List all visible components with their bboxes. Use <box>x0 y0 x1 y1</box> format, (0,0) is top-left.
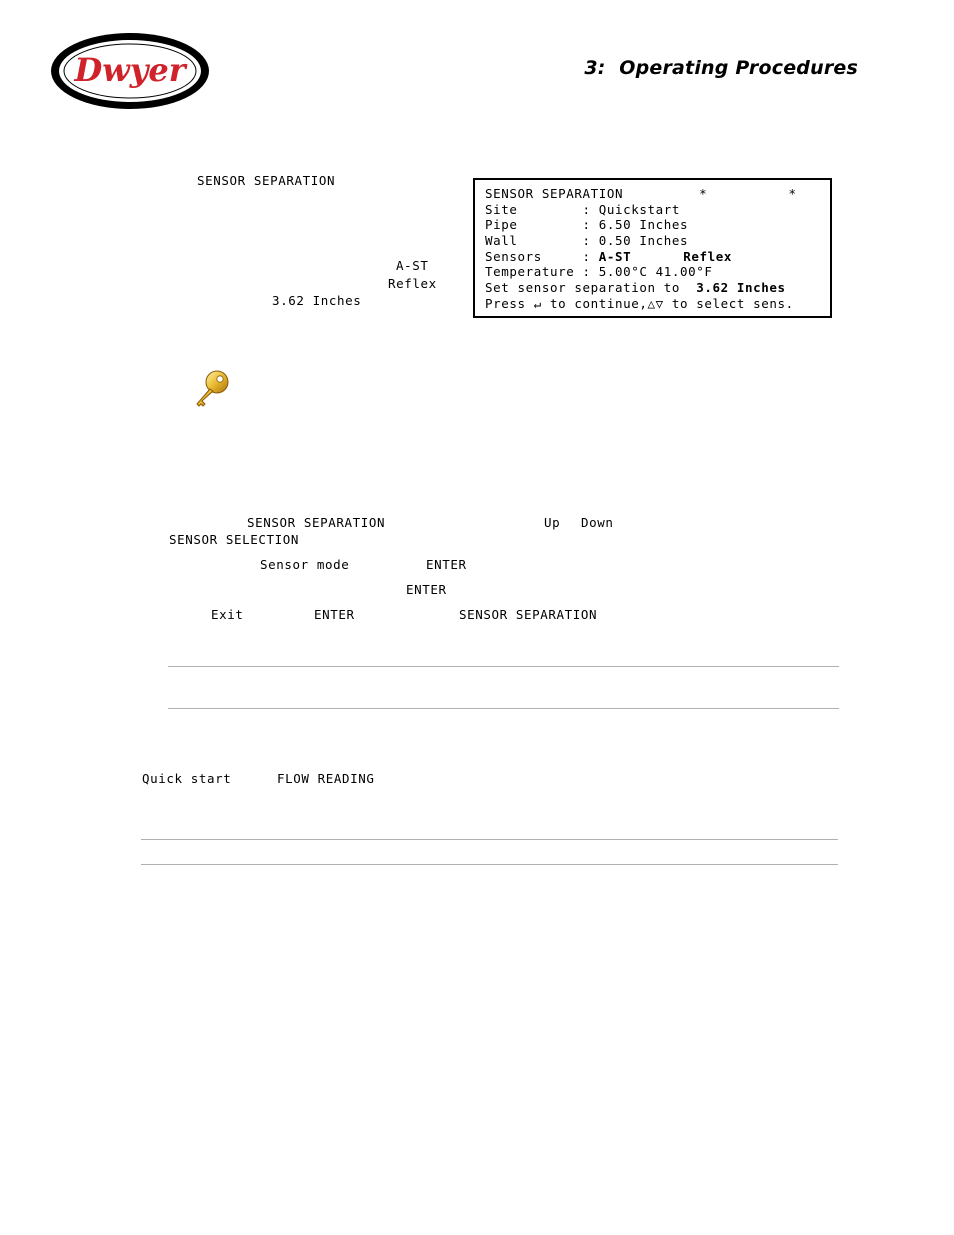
logo-text: Dwyer <box>74 51 186 89</box>
step-sensor-mode: Sensor mode <box>260 557 350 572</box>
chapter-title: 3: Operating Procedures <box>584 57 858 79</box>
quick-start-label: Quick start <box>142 771 232 786</box>
key-icon <box>190 368 234 412</box>
lcd-marks: * * <box>699 186 797 201</box>
sensor-b-label: Reflex <box>388 276 437 291</box>
step-sensor-selection: SENSOR SELECTION <box>169 532 300 547</box>
flow-reading-label: FLOW READING <box>277 771 375 786</box>
step-exit: Exit <box>211 607 244 622</box>
step-down: Down <box>581 515 614 530</box>
lcd-sensor-b: Reflex <box>683 248 733 264</box>
enter-key-icon: ↵ <box>533 295 542 311</box>
step-sensor-separation-2: SENSOR SEPARATION <box>459 607 598 622</box>
lcd-site-value: Quickstart <box>598 201 681 217</box>
lcd-pipe-value: 6.50 Inches <box>598 217 689 233</box>
divider <box>141 839 838 840</box>
lcd-line-wall: Wall : 0.50 Inches <box>485 233 689 249</box>
lcd-title: SENSOR SEPARATION <box>485 186 624 201</box>
lcd-line-temperature: Temperature : 5.00°C 41.00°F <box>485 264 713 280</box>
step-sensor-separation: SENSOR SEPARATION <box>247 515 386 530</box>
step-enter-1: ENTER <box>426 557 467 572</box>
divider <box>168 666 839 667</box>
step-enter-3: ENTER <box>314 607 355 622</box>
lcd-line-press: Press ↵ to continue,△▽ to select sens. <box>485 295 794 311</box>
lcd-temp-value: 5.00°C 41.00°F <box>598 264 713 280</box>
sensor-separation-label: SENSOR SEPARATION <box>197 173 336 188</box>
step-enter-2: ENTER <box>406 582 447 597</box>
step-up: Up <box>544 515 561 530</box>
lcd-line-pipe: Pipe : 6.50 Inches <box>485 217 689 233</box>
lcd-line-set-separation: Set sensor separation to 3.62 Inches <box>485 280 786 296</box>
lcd-set-value: 3.62 Inches <box>696 280 786 296</box>
lcd-line-title <box>485 186 830 202</box>
dwyer-logo <box>48 30 212 112</box>
separation-value-label: 3.62 Inches <box>272 293 362 308</box>
sensor-a-label: A-ST <box>396 258 429 273</box>
divider <box>141 864 838 865</box>
lcd-line-sensors: Sensors : A-ST Reflex <box>485 248 733 264</box>
lcd-sensor-a: A-ST <box>598 248 632 264</box>
lcd-display <box>473 178 832 318</box>
lcd-line-site: Site : Quickstart <box>485 201 681 217</box>
divider <box>168 708 839 709</box>
lcd-wall-value: 0.50 Inches <box>598 233 689 249</box>
